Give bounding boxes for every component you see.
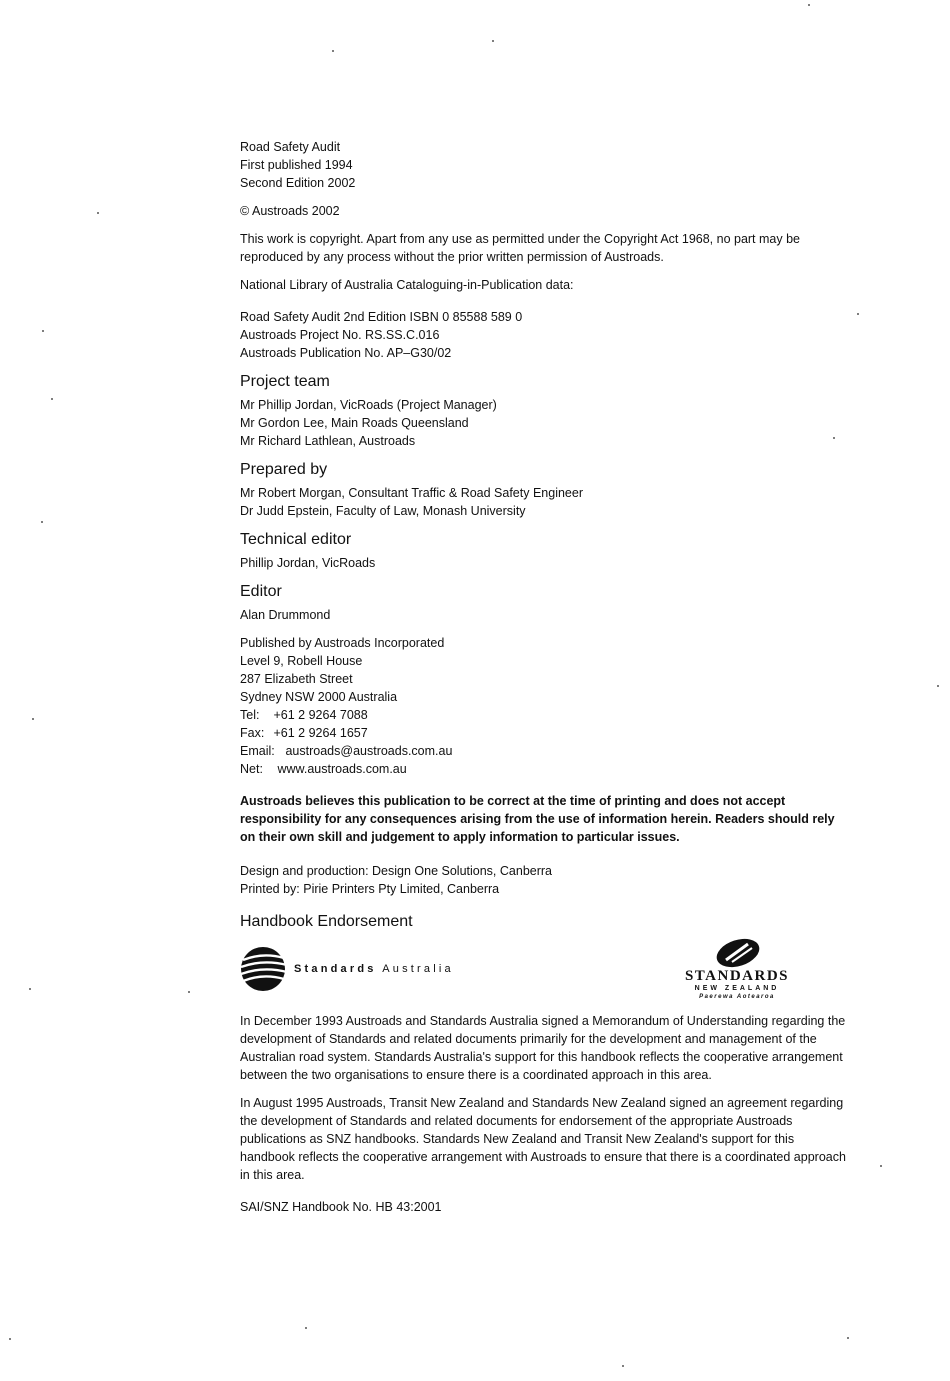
publication-number: Austroads Publication No. AP–G30/02 — [240, 346, 452, 360]
project-team-heading: Project team — [240, 373, 330, 390]
snz-wordmark: STANDARDS — [684, 968, 790, 984]
scan-speck — [51, 398, 53, 400]
scan-speck — [880, 1165, 882, 1167]
standards-new-zealand-logo — [672, 938, 802, 1001]
disclaimer-block — [240, 792, 852, 846]
copyright-notice-block — [240, 202, 852, 220]
copyright-statement: This work is copyright. Apart from any use as permitted under the Copyright Act 1968, no part may be reproduced by any process without the prior written permission of Austroads. — [240, 232, 800, 264]
publisher-block — [240, 634, 852, 778]
scan-speck — [29, 988, 31, 990]
endorsement-logos — [240, 938, 852, 1004]
imprint-block — [240, 138, 852, 192]
technical-editor-block — [240, 554, 852, 572]
address-line: Level 9, Robell House — [240, 654, 363, 668]
tel-value: +61 2 9264 7088 — [273, 708, 368, 722]
email-label: Email: — [240, 744, 275, 758]
prepared-by-list — [240, 484, 852, 520]
scan-speck — [305, 1327, 307, 1329]
copyright-notice: © Austroads 2002 — [240, 204, 340, 218]
imprint-column — [240, 138, 852, 1226]
endorsement-paragraph: In December 1993 Austroads and Standards Australia signed a Memorandum of Understanding regarding the development of Standards and related documents primarily for the development and management of the Australian road system. Standards Australia's support for this handbook reflects the cooperative arrangement between the two organisations to ensure there is a coordinated approach in this area. — [240, 1014, 846, 1082]
endorsement-heading: Handbook Endorsement — [240, 913, 413, 930]
author: Mr Robert Morgan, Consultant Traffic & Road Safety Engineer — [240, 486, 583, 500]
disclaimer-text: Austroads believes this publication to be correct at the time of printing and does not accept responsibility for any consequences arising from the use of information herein. Readers should rely on their own skill and judgement to apply information to particular issues. — [240, 794, 835, 844]
standards-australia-emblem-icon — [240, 946, 288, 992]
project-team-list — [240, 396, 852, 450]
standards-australia-logo — [240, 946, 454, 992]
scan-speck — [42, 330, 44, 332]
fax-line — [240, 724, 852, 742]
website-link[interactable]: www.austroads.com.au — [277, 762, 407, 776]
catalogue-block — [240, 308, 852, 362]
production-block — [240, 862, 852, 898]
second-edition: Second Edition 2002 — [240, 176, 356, 190]
technical-editor-heading: Technical editor — [240, 531, 352, 548]
scan-speck — [857, 313, 859, 315]
net-label: Net: — [240, 762, 263, 776]
editor-name: Alan Drummond — [240, 608, 331, 622]
sa-word-standards: Standards — [294, 963, 377, 975]
scan-speck — [97, 212, 99, 214]
standards-australia-wordmark — [294, 963, 454, 975]
editor-block — [240, 606, 852, 624]
scan-speck — [492, 40, 494, 42]
snz-subtitle: NEW ZEALAND — [694, 985, 780, 992]
web-line — [240, 760, 852, 778]
endorsement-para-1-block — [240, 1012, 852, 1084]
technical-editor-name: Phillip Jordan, VicRoads — [240, 556, 376, 570]
scan-speck — [41, 521, 43, 523]
copyright-statement-block — [240, 230, 852, 266]
endorsement-paragraph: In August 1995 Austroads, Transit New Zealand and Standards New Zealand signed an agreement regarding the development of Standards and related documents for endorsement of the appropriate Austroads publications as SNZ handbooks. Standards New Zealand and Transit New Zealand's support for this handbook reflects the cooperative arrangement with Austroads to ensure that there is a coordinated approach in this area. — [240, 1096, 846, 1182]
team-member: Mr Gordon Lee, Main Roads Queensland — [240, 416, 469, 430]
email-link[interactable]: austroads@austroads.com.au — [285, 744, 453, 758]
editor-heading: Editor — [240, 583, 282, 600]
author: Dr Judd Epstein, Faculty of Law, Monash University — [240, 504, 526, 518]
team-member: Mr Phillip Jordan, VicRoads (Project Manager) — [240, 398, 497, 412]
cip-block — [240, 276, 852, 294]
scan-speck — [847, 1337, 849, 1339]
handbook-number-block — [240, 1198, 852, 1216]
project-number: Austroads Project No. RS.SS.C.016 — [240, 328, 440, 342]
scan-speck — [332, 50, 334, 52]
email-line — [240, 742, 852, 760]
isbn-line: Road Safety Audit 2nd Edition ISBN 0 85588 589 0 — [240, 310, 523, 324]
tel-label: Tel: — [240, 708, 260, 722]
prepared-by-heading: Prepared by — [240, 461, 328, 478]
publication-title: Road Safety Audit — [240, 140, 341, 154]
scan-speck — [32, 718, 34, 720]
team-member: Mr Richard Lathlean, Austroads — [240, 434, 416, 448]
fax-value: +61 2 9264 1657 — [273, 726, 368, 740]
address-line: 287 Elizabeth Street — [240, 672, 353, 686]
publisher-name: Published by Austroads Incorporated — [240, 636, 445, 650]
snz-maori-name: Paerewa Aotearoa — [699, 994, 775, 1000]
scan-speck — [9, 1338, 11, 1340]
scan-speck — [808, 4, 810, 6]
endorsement-para-2-block — [240, 1094, 852, 1184]
printer-credit: Printed by: Pirie Printers Pty Limited, Canberra — [240, 882, 500, 896]
fax-label: Fax: — [240, 726, 265, 740]
handbook-number: SAI/SNZ Handbook No. HB 43:2001 — [240, 1200, 442, 1214]
design-credit: Design and production: Design One Solutions, Canberra — [240, 864, 552, 878]
first-published: First published 1994 — [240, 158, 353, 172]
standards-nz-emblem-icon — [712, 938, 762, 968]
scan-speck — [188, 991, 190, 993]
address-line: Sydney NSW 2000 Australia — [240, 690, 398, 704]
sa-word-australia: Australia — [382, 963, 454, 975]
scan-speck — [937, 685, 939, 687]
telephone-line — [240, 706, 852, 724]
scan-speck — [622, 1365, 624, 1367]
cip-heading: National Library of Australia Cataloguing-in-Publication data: — [240, 278, 574, 292]
